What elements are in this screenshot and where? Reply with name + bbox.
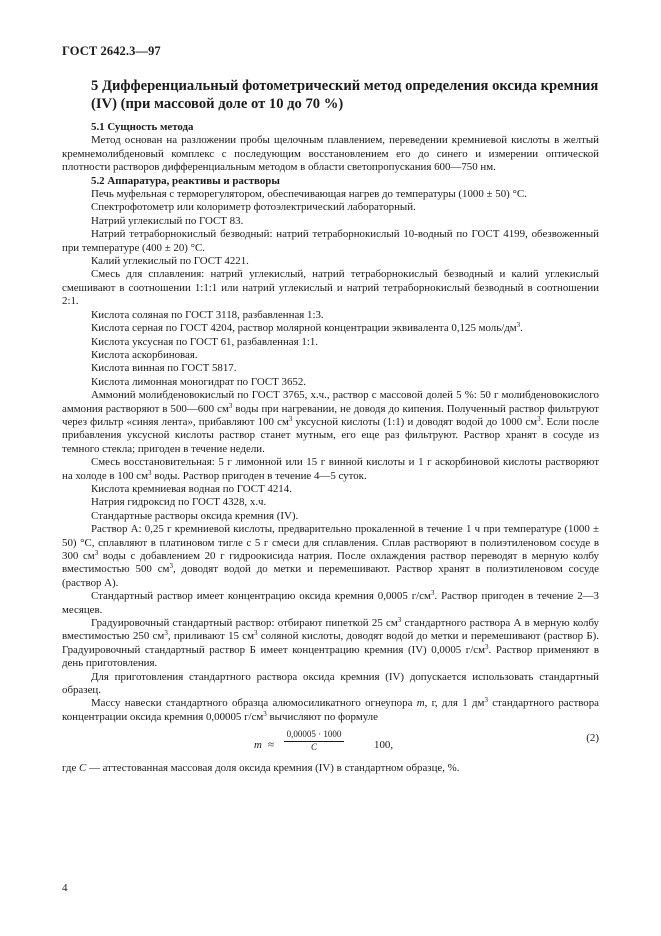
formula-fraction xyxy=(284,729,344,753)
subsection-title-5-2: 5.2 Аппаратура, реактивы и растворы xyxy=(91,174,280,187)
paragraph: Спектрофотометр или колориметр фотоэлектрический лабораторный. xyxy=(91,201,416,214)
superscript: 3 xyxy=(94,549,99,557)
text: вычисляют по формуле xyxy=(266,710,378,723)
superscript: 3 xyxy=(516,321,521,330)
superscript: 3 xyxy=(169,562,173,571)
text: Стандартный раствор имеет концентрацию оксида кремния 0,0005 г/см xyxy=(91,590,431,603)
text: уксусной кислоты (1:1) и доводят водой до 1000 см xyxy=(292,415,538,428)
text: Кислота серная по ГОСТ 4204, раствор молярной концентрации эквивалента 0,125 моль/дм xyxy=(91,322,517,335)
paragraph: Печь муфельная с терморегулятором, обеспечивающая нагрев до температуры (1000 ± 50) °С. xyxy=(91,188,527,201)
page-number: 4 xyxy=(62,882,68,894)
text: — аттестованная массовая доля оксида кремния (IV) в стандартном образце, %. xyxy=(86,762,460,775)
paragraph: Кислота кремниевая водная по ГОСТ 4214. xyxy=(91,482,292,495)
superscript: 3 xyxy=(253,629,258,638)
paragraph: Стандартные растворы оксида кремния (IV). xyxy=(91,509,299,522)
variable-m: m xyxy=(416,697,425,710)
paragraph xyxy=(62,762,599,775)
paragraph: Кислота лимонная моногидрат по ГОСТ 3652. xyxy=(91,375,307,388)
paragraph: Смесь для сплавления: натрий углекислый, натрий тетраборнокислый безводный и калий углекислый смешивают в соотношении 1:1:1 или натрий углекислый и натрий тетраборнокислый безводный в соотношении 2:1. xyxy=(62,268,599,308)
text: Аммоний молибденовокислый по ГОСТ 3765, х.ч., раствор с массовой долей 5 %: 50 г молибденовокислого аммония растворяют в 500—600 см xyxy=(62,389,599,415)
document-body xyxy=(62,121,599,776)
paragraph: Натрия гидроксид по ГОСТ 4328, х.ч. xyxy=(91,496,267,509)
paragraph: Кислота серная по ГОСТ 4204, раствор молярной концентрации эквивалента 0,125 моль/$дм^3$. xyxy=(91,321,523,335)
paragraph: Натрий тетраборнокислый безводный: натрий тетраборнокислый 10-водный по ГОСТ 4199, обезвоженный при температуре (400 ± 20) °С. xyxy=(62,228,599,254)
text: воды при нагревании, не доводя до кипения. Полученный раствор фильтруют через фильтр «синяя лента», прибавляют 100 см xyxy=(62,402,600,428)
paragraph xyxy=(62,590,599,617)
formula-multiplier: 100, xyxy=(374,739,394,752)
superscript: 3 xyxy=(228,401,233,410)
text: Раствор А: 0,25 г кремниевой кислоты, предварительно прокаленной в течение 1 ч при температуре (1000 ± 50) °С, сплавляют в платиновом тигле с 5 г смеси для сплавления. Сплав растворяют в полиэтиленовом сосуде в 300 см xyxy=(62,523,599,562)
text: . Если после прибавления уксусной кислоты раствор станет мутным, его еще раз фильтруют. Раствор хранят в сосуде из темного стекла; пригоден в течение недели. xyxy=(62,415,599,455)
paragraph: Кислота уксусная по ГОСТ 61, разбавленная 1:1. xyxy=(91,335,319,348)
paragraph: Натрий углекислый по ГОСТ 83. xyxy=(91,214,244,227)
paragraph xyxy=(62,697,599,724)
text: Массу навески стандартного образца алюмосиликатного огнеупора xyxy=(91,697,417,710)
variable-c: C xyxy=(79,762,87,775)
text: Смесь восстановительная: 5 г лимонной или 15 г винной кислоты и 1 г аскорбиновой кислоты растворяют на холоде в 100 см xyxy=(62,456,599,482)
section-title: 5 Дифференциальный фотометрический метод определения оксида кремния (IV) (при массовой доле от 10 до 70 %) xyxy=(91,78,599,112)
paragraph: Метод основан на разложении пробы щелочным плавлением, переведении кремниевой кислоты в желтый кремнемолибденовый комплекс с последующим восстановлением его до синего и измерении оптической плотности растворов дифференциальным методом в области светопропускания 600—750 нм. xyxy=(62,134,599,174)
superscript: 3 xyxy=(485,642,489,651)
text: стандартного раствора концентрации оксида кремния 0,00005 г/см xyxy=(62,697,599,723)
text: . Раствор применяют в день приготовления. xyxy=(62,643,599,670)
text: воды. Раствор пригоден в течение 4—5 суток. xyxy=(151,469,367,482)
paragraph xyxy=(62,389,599,456)
text: , г, для 1 дм xyxy=(424,697,485,710)
text: воды с добавлением 20 г гидроокисида натрия. После охлаждения раствор переводят в мерную колбу вместимостью 500 см xyxy=(62,550,599,576)
superscript: 3 xyxy=(263,709,267,718)
superscript: 3 xyxy=(430,589,435,598)
subsection-title-5-1: 5.1 Сущность метода xyxy=(91,121,194,133)
superscript: 3 xyxy=(288,414,293,423)
paragraph: Кислота аскорбиновая. xyxy=(91,348,198,361)
paragraph: Кислота соляная по ГОСТ 3118, разбавленная 1:3. xyxy=(91,308,324,321)
superscript: 3 xyxy=(164,629,168,638)
formula-denominator: C xyxy=(310,742,317,753)
text: . Раствор пригоден в течение 2—3 месяцев. xyxy=(62,590,599,616)
formula-2 xyxy=(62,726,599,762)
superscript: 3 xyxy=(397,616,402,625)
text: стандартного раствора А в мерную колбу вместимостью 250 см xyxy=(62,617,599,643)
formula-lhs: m xyxy=(254,739,262,752)
text: где xyxy=(62,762,80,775)
text: Градуировочный стандартный раствор: отбирают пипеткой 25 см xyxy=(91,617,398,630)
superscript: 3 xyxy=(537,414,541,423)
paragraph xyxy=(62,456,599,483)
superscript: 3 xyxy=(484,696,488,705)
paragraph xyxy=(62,617,599,671)
paragraph xyxy=(62,523,599,590)
paragraph: Кислота винная по ГОСТ 5817. xyxy=(91,362,237,375)
paragraph: Для приготовления стандартного раствора оксида кремния (IV) допускается использовать стандартный образец. xyxy=(62,670,599,697)
formula-approx-sign: ≈ xyxy=(268,739,274,752)
text: , приливают 15 см xyxy=(167,630,254,643)
text: , доводят водой до метки и перемешивают. Раствор хранят в полиэтиленовом сосуде (раствор А). xyxy=(62,563,600,589)
superscript: 3 xyxy=(148,468,152,477)
where-clause xyxy=(62,762,599,775)
paragraph: Калий углекислый по ГОСТ 4221. xyxy=(91,255,249,268)
formula-number: (2) xyxy=(586,732,599,745)
text: соляной кислоты, доводят водой до метки и перемешивают (раствор Б). Градуировочный стандартный раствор Б имеет концентрацию кремния (IV) 0,0005 г/см xyxy=(62,630,599,656)
formula-numerator: 0,00005 · 1000 xyxy=(284,729,344,742)
document-header: ГОСТ 2642.3—97 xyxy=(62,44,161,58)
